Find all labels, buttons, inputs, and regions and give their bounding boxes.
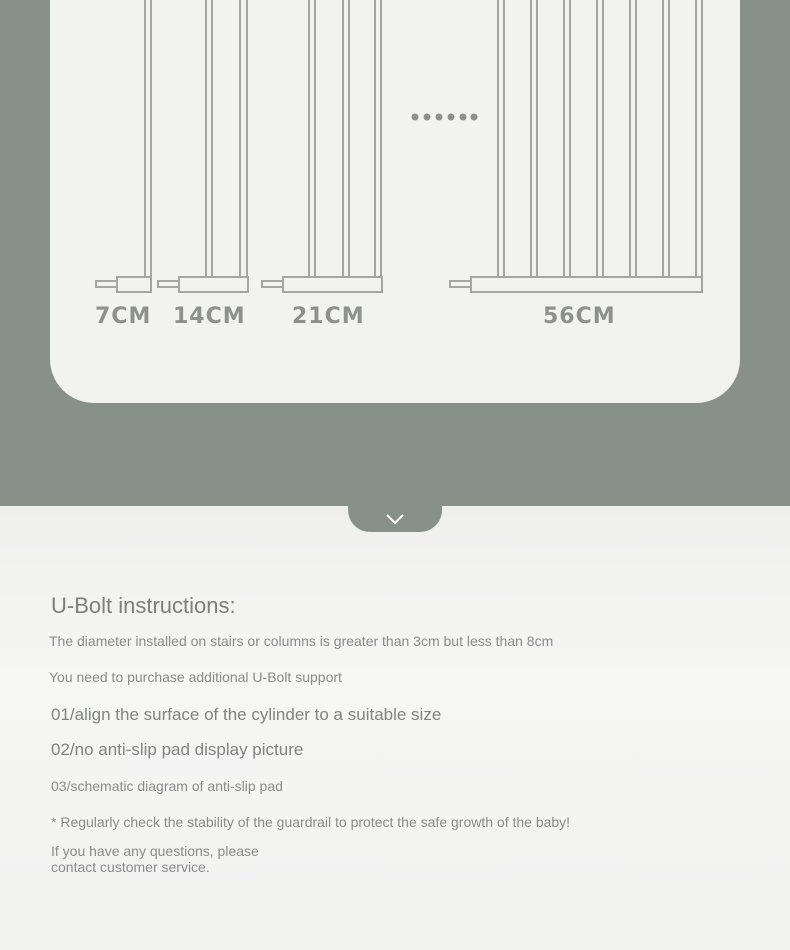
extension-7cm bbox=[96, 0, 151, 292]
safety-note: * Regularly check the stability of the guardrail to protect the safe growth of the baby! bbox=[51, 814, 571, 830]
extension-56cm bbox=[450, 0, 702, 292]
extension-21cm bbox=[262, 0, 382, 292]
chevron-down-icon bbox=[385, 512, 405, 526]
size-label-14cm: 14CM bbox=[173, 304, 246, 329]
size-label-56cm: 56CM bbox=[543, 304, 616, 329]
expand-tab[interactable] bbox=[348, 506, 442, 532]
size-label-7cm: 7CM bbox=[95, 304, 152, 329]
contact-line-2: contact customer service. bbox=[51, 859, 210, 875]
extension-diagram bbox=[0, 0, 790, 403]
extension-diagram-card bbox=[50, 0, 740, 403]
ellipsis-dots bbox=[412, 114, 478, 121]
step-02: 02/no anti-slip pad display picture bbox=[51, 740, 304, 759]
contact-line-1: If you have any questions, please bbox=[51, 843, 259, 859]
step-01: 01/align the surface of the cylinder to a suitable size bbox=[51, 705, 442, 724]
purchase-note: You need to purchase additional U-Bolt support bbox=[49, 669, 342, 685]
instructions-section bbox=[0, 506, 790, 950]
contact-note bbox=[51, 843, 259, 875]
size-label-21cm: 21CM bbox=[292, 304, 365, 329]
step-03: 03/schematic diagram of anti-slip pad bbox=[51, 778, 283, 794]
extension-14cm bbox=[158, 0, 248, 292]
instructions-title: U-Bolt instructions: bbox=[51, 593, 236, 618]
diameter-note: The diameter installed on stairs or columns is greater than 3cm but less than 8cm bbox=[49, 633, 554, 649]
